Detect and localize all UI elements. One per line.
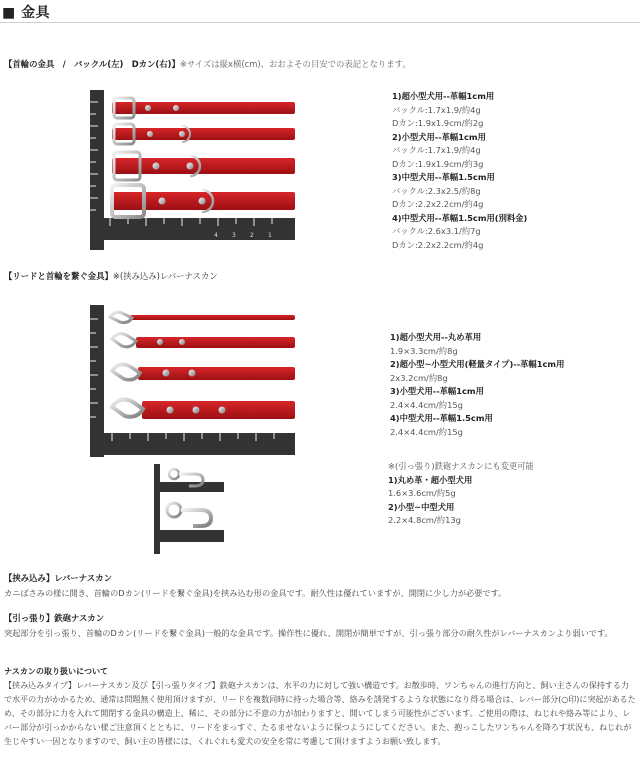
bolt-snap-spec-2-line: 2.2×4.8cm/約13g xyxy=(388,515,461,525)
bolt-snap-note: ※(引っ張り)鉄砲ナスカンにも変更可能 xyxy=(388,461,534,471)
handling-section xyxy=(4,664,636,748)
lead-spec-1-heading: 1)超小型犬用--丸め革用 xyxy=(390,332,482,342)
lead-spec-3-line: 2.4×4.4cm/約15g xyxy=(390,399,463,410)
section1-note: ※サイズは縦x横(cm)、おおよその目安での表記となります。 xyxy=(179,59,411,69)
section1-intro xyxy=(4,58,411,70)
collar-spec-2-line: Dカン:1.9x1.9cm/約3g xyxy=(392,158,484,169)
collar-hardware-illustration xyxy=(90,90,295,250)
bolt-snap-illustration xyxy=(154,464,224,554)
collar-hardware-photo xyxy=(90,90,295,250)
handling-heading: ナスカンの取り扱いについて xyxy=(4,666,109,676)
bolt-snap-spec-list xyxy=(388,460,534,528)
bolt-snap-spec-2-heading: 2)小型~中型犬用 xyxy=(388,501,455,512)
lead-spec-4-heading: 4)中型犬用--革幅1.5cm用 xyxy=(390,413,493,423)
bolt-snap-heading: 【引っ張り】鉄砲ナスカン xyxy=(4,613,105,623)
collar-spec-1-heading: 1)超小型犬用--革幅1cm用 xyxy=(392,91,495,101)
svg-text:4: 4 xyxy=(214,232,218,239)
section2-note: ※(挟み込み)レバーナスカン xyxy=(112,271,218,281)
lead-spec-2-heading: 2)超小型~小型犬用(軽量タイプ)--革幅1cm用 xyxy=(390,359,565,369)
handling-text: 【挟み込みタイプ】レバーナスカン及び【引っ張りタイプ】鉄砲ナスカンは、水平の力に対して強い構造です。お散歩時、ワンちゃんの進行方向と、飼い主さんの保持する力で水平の力がかかるため、通常は問題無く使用頂けますが、リードを複数同時に持った場合等、絡みを誘発するような状態になり得る場合は、レバー部分(○印)に突起があるため、その部分に力を入れて開閉する金具の構造上、稀に、その部分に不意の力が加わりますと、開いてしまう可能性がございます。ご使用の際は、ねじれや絡み等により、レバー部分が引っかからない様ご注意頂くとともに、リードをまっすぐ、たるませないように保つようにしてください。また、抱っこしたワンちゃんを降ろす状況も、ねじれが生じやすい一因となりますので、飼い主の皆様には、くれぐれも愛犬の安全を常に考慮して頂けますようお願い致します。 xyxy=(4,680,636,746)
collar-spec-4-heading: 4)中型犬用--革幅1.5cm用(別料金) xyxy=(392,212,528,223)
lead-spec-4-line: 2.4×4.4cm/約15g xyxy=(390,426,463,437)
lead-hardware-photo xyxy=(90,305,295,457)
lead-spec-2-line: 2x3.2cm/約8g xyxy=(390,372,448,383)
collar-spec-4-line: Dカン:2.2x2.2cm/約4g xyxy=(392,239,484,250)
collar-spec-3-heading: 3)中型犬用--革幅1.5cm用 xyxy=(392,172,495,182)
page-title: ■ 金具 xyxy=(2,5,51,21)
svg-text:2: 2 xyxy=(250,232,254,239)
bolt-snap-photo xyxy=(154,464,224,554)
bolt-snap-spec-1-line: 1.6×3.6cm/約5g xyxy=(388,488,456,498)
svg-text:3: 3 xyxy=(232,232,236,239)
collar-spec-2-line: バックル:1.7x1.9/約4g xyxy=(392,145,481,155)
collar-spec-list xyxy=(392,90,527,252)
lead-hardware-illustration xyxy=(90,305,295,457)
lead-spec-list xyxy=(390,331,564,439)
collar-spec-4-line: バックル:2.6x3.1/約7g xyxy=(392,226,481,236)
lead-spec-3-heading: 3)小型犬用--革幅1cm用 xyxy=(390,386,484,396)
collar-spec-3-line: Dカン:2.2x2.2cm/約4g xyxy=(392,199,484,209)
section2-intro xyxy=(4,270,218,282)
collar-spec-1-line: バックル:1.7x1.9/約4g xyxy=(392,104,481,115)
bolt-snap-text: 突起部分を引っ張り、首輪のDカン(リードを繋ぐ金具)一般的な金具です。操作性に優れ、開閉が簡単ですが、引っ張り部分の耐久性がレバーナスカンより弱いです。 xyxy=(4,628,613,638)
svg-text:1: 1 xyxy=(268,232,272,239)
collar-spec-2-heading: 2)小型犬用--革幅1cm用 xyxy=(392,131,486,142)
section1-label: 【首輪の金具 / バックル(左) Dカン(右)】 xyxy=(4,59,180,69)
title-divider xyxy=(0,22,640,23)
collar-spec-3-line: バックル:2.3x2.5/約8g xyxy=(392,185,481,196)
section2-label: 【リードと首輪を繋ぐ金具】 xyxy=(4,271,113,281)
bolt-snap-spec-1-heading: 1)丸め革・超小型犬用 xyxy=(388,474,473,485)
lead-spec-1-line: 1.9×3.3cm/約8g xyxy=(390,345,458,356)
collar-spec-1-line: Dカン:1.9x1.9cm/約2g xyxy=(392,118,484,128)
lever-snap-heading: 【挟み込み】レバーナスカン xyxy=(4,573,112,583)
lever-snap-text: カニばさみの様に開き、首輪のDカン(リードを繋ぐ金具)を挟み込む形の金具です。耐久性は優れていますが、開閉に少し力が必要です。 xyxy=(4,588,507,598)
